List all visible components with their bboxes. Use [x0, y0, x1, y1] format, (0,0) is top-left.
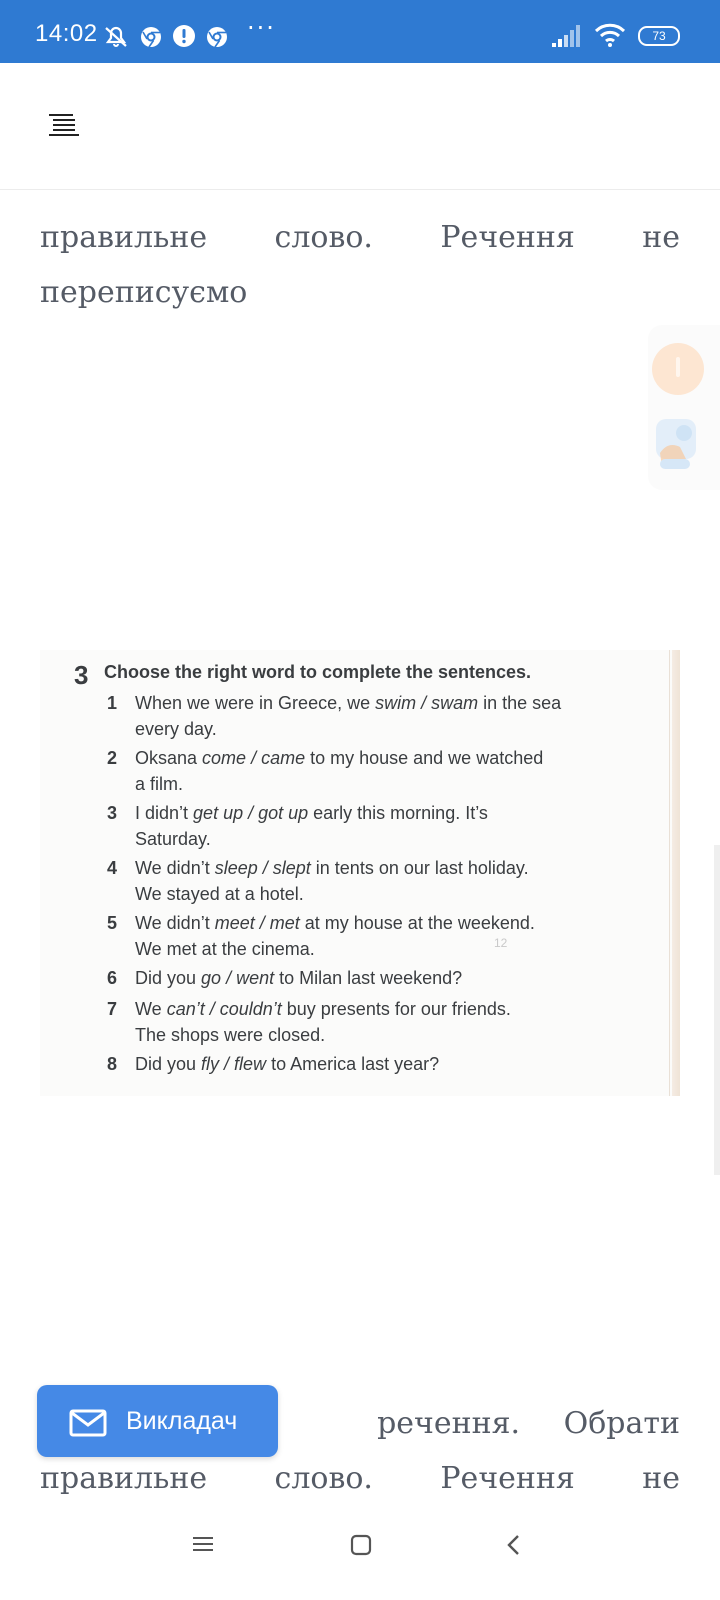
- article-word: слово.: [274, 220, 373, 255]
- menu-icon[interactable]: [48, 113, 80, 139]
- app-header: [0, 63, 720, 190]
- article-word: правильне: [40, 1461, 208, 1496]
- item-text: Oksana come / came to my house and we watched a film.: [135, 748, 544, 794]
- chrome-icon: [206, 26, 228, 48]
- side-floating-panel: [648, 325, 720, 490]
- article-word: не: [642, 220, 680, 255]
- item-text: We didn’t sleep / slept in tents on our last holiday. We stayed at a hotel.: [135, 858, 529, 904]
- item-text: I didn’t get up / got up early this morning. It’s Saturday.: [135, 803, 488, 849]
- battery-icon: 73: [638, 26, 680, 46]
- mute-alarm-icon: [102, 24, 130, 48]
- item-number: 7: [107, 999, 118, 1019]
- more-notifications: ···: [247, 14, 276, 42]
- teacher-button-label: Викладач: [126, 1407, 238, 1435]
- article-line: [40, 210, 680, 265]
- item-number: 3: [107, 803, 118, 823]
- item-number: 2: [107, 748, 118, 768]
- page-edge: [672, 650, 680, 1096]
- article-word: Речення: [440, 220, 575, 255]
- article-word: речення.: [377, 1406, 521, 1441]
- recents-icon[interactable]: [192, 1534, 214, 1554]
- article-word: слово.: [274, 1461, 373, 1496]
- status-bar: [0, 0, 720, 63]
- status-time: 14:02: [35, 20, 98, 47]
- teacher-button[interactable]: [37, 1385, 278, 1457]
- page-edge-line: [669, 650, 670, 1096]
- item-number: 4: [107, 858, 118, 878]
- article-line: [40, 265, 680, 320]
- navigation-bar: [0, 1508, 720, 1600]
- home-icon[interactable]: [350, 1534, 372, 1556]
- item-text: Did you go / went to Milan last weekend?: [135, 968, 463, 988]
- mail-icon: [69, 1409, 107, 1437]
- item-text: Did you fly / flew to America last year?: [135, 1054, 440, 1074]
- exercise-title: Choose the right word to complete the sentences.: [104, 662, 532, 682]
- item-number: 1: [107, 693, 118, 713]
- item-number: 8: [107, 1054, 118, 1074]
- article-word: переписуємо: [40, 275, 248, 310]
- item-text: When we were in Greece, we swim / swam in the sea every day.: [135, 693, 562, 739]
- back-icon[interactable]: [506, 1534, 522, 1556]
- chrome-icon: [140, 26, 162, 48]
- article-paragraph-top: [40, 210, 680, 320]
- article-word: Речення: [440, 1461, 575, 1496]
- article-word: Обрати: [563, 1406, 680, 1441]
- item-number: 6: [107, 968, 118, 988]
- signal-icon: [552, 24, 586, 48]
- article-line: [40, 1451, 680, 1506]
- exercise-number: 3: [74, 660, 89, 690]
- scrollbar[interactable]: [714, 845, 720, 1175]
- assistant-icon[interactable]: [650, 413, 702, 475]
- item-number: 5: [107, 913, 118, 933]
- info-icon[interactable]: [652, 343, 704, 395]
- alert-icon: [172, 24, 196, 48]
- textbook-image: [40, 650, 680, 1096]
- article-word: правильне: [40, 220, 208, 255]
- article-word: не: [642, 1461, 680, 1496]
- faint-mark: 12: [494, 936, 508, 950]
- wifi-icon: [594, 22, 626, 48]
- item-text: We didn’t meet / met at my house at the weekend. We met at the cinema.: [135, 913, 535, 959]
- item-text: We can’t / couldn’t buy presents for our friends. The shops were closed.: [135, 999, 511, 1045]
